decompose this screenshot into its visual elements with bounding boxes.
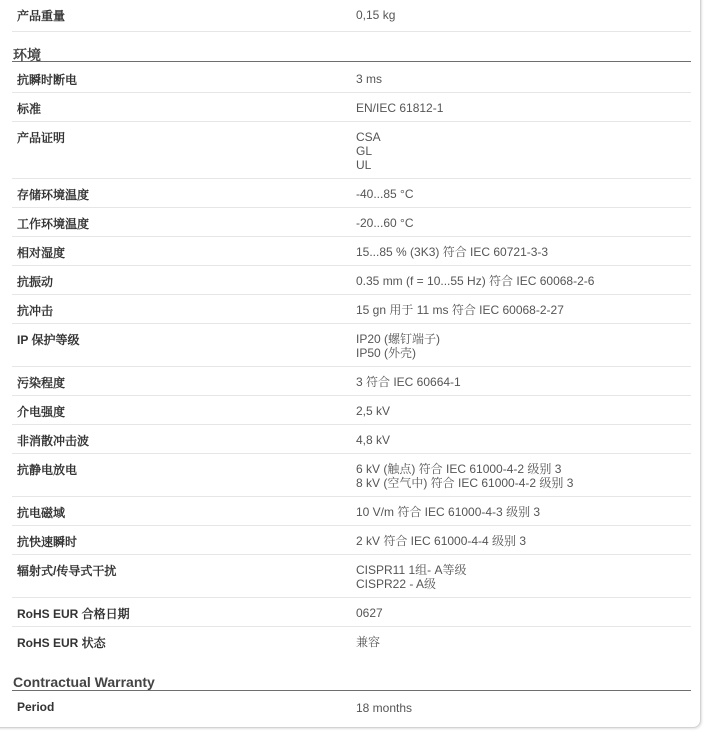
row-label: 标准 xyxy=(17,102,42,116)
row-value: 18 months xyxy=(356,701,413,715)
table-row xyxy=(12,425,691,454)
row-value: CSA GL UL xyxy=(356,130,381,172)
row-label: RoHS EUR 合格日期 xyxy=(17,607,130,621)
row-label: 抗快速瞬时 xyxy=(17,535,78,549)
table-row xyxy=(12,93,691,122)
table-row xyxy=(12,454,691,497)
row-value: 2 kV 符合 IEC 61000-4-4 级别 3 xyxy=(356,534,527,548)
row-value: 6 kV (触点) 符合 IEC 61000-4-2 级别 3 8 kV (空气中) 符合 IEC 61000-4-2 级别 3 xyxy=(356,462,574,490)
table-row xyxy=(12,497,691,526)
table-row xyxy=(12,693,691,722)
row-value: 0627 xyxy=(356,606,383,620)
row-label: 抗振动 xyxy=(17,275,54,289)
row-value: -40...85 °C xyxy=(356,187,414,201)
row-value: 15...85 % (3K3) 符合 IEC 60721-3-3 xyxy=(356,245,549,259)
row-label: 介电强度 xyxy=(17,405,66,419)
table-row xyxy=(12,555,691,598)
table-row xyxy=(12,526,691,555)
row-label: RoHS EUR 状态 xyxy=(17,636,106,650)
table-row xyxy=(12,266,691,295)
table-row xyxy=(12,0,691,32)
table-row xyxy=(12,295,691,324)
row-label: IP 保护等级 xyxy=(17,333,80,347)
row-value: 4,8 kV xyxy=(356,433,391,447)
table-row xyxy=(12,324,691,367)
table-row xyxy=(12,179,691,208)
row-value: 15 gn 用于 11 ms 符合 IEC 60068-2-27 xyxy=(356,303,564,317)
row-value: 0.35 mm (f = 10...55 Hz) 符合 IEC 60068-2-6 xyxy=(356,274,595,288)
table-row xyxy=(12,367,691,396)
row-label: 工作环境温度 xyxy=(17,217,90,231)
row-value: EN/IEC 61812-1 xyxy=(356,101,444,115)
row-value: 2,5 kV xyxy=(356,404,391,418)
table-row xyxy=(12,122,691,179)
row-label: 相对湿度 xyxy=(17,246,66,260)
row-label: 辐射式/传导式干扰 xyxy=(17,564,117,578)
table-row xyxy=(12,598,691,627)
row-value: CISPR11 1组- A等级 CISPR22 - A级 xyxy=(356,563,467,591)
row-value: 兼容 xyxy=(356,635,381,649)
row-value: -20...60 °C xyxy=(356,216,414,230)
row-label: 抗瞬时断电 xyxy=(17,73,78,87)
table-row xyxy=(12,627,691,656)
table-row xyxy=(12,64,691,93)
table-row xyxy=(12,396,691,425)
row-value: IP20 (螺钉端子) IP50 (外壳) xyxy=(356,332,441,360)
table-row xyxy=(12,237,691,266)
section-title-contractual-warranty: Contractual Warranty xyxy=(12,674,691,691)
row-label: 抗静电放电 xyxy=(17,463,78,477)
row-label: 抗冲击 xyxy=(17,304,54,318)
row-label: 非消散冲击波 xyxy=(17,434,90,448)
row-label: 污染程度 xyxy=(17,376,66,390)
row-value: 3 符合 IEC 60664-1 xyxy=(356,375,461,389)
row-value: 3 ms xyxy=(356,72,383,86)
row-value: 10 V/m 符合 IEC 61000-4-3 级别 3 xyxy=(356,505,541,519)
table-row xyxy=(12,208,691,237)
section-title-environment: 环境 xyxy=(12,45,691,62)
row-label: 产品重量 xyxy=(17,9,66,23)
row-label: 存储环境温度 xyxy=(17,188,90,202)
row-label: Period xyxy=(17,700,55,714)
row-value: 0,15 kg xyxy=(356,8,396,22)
row-label: 抗电磁域 xyxy=(17,506,66,520)
row-label: 产品证明 xyxy=(17,131,66,145)
